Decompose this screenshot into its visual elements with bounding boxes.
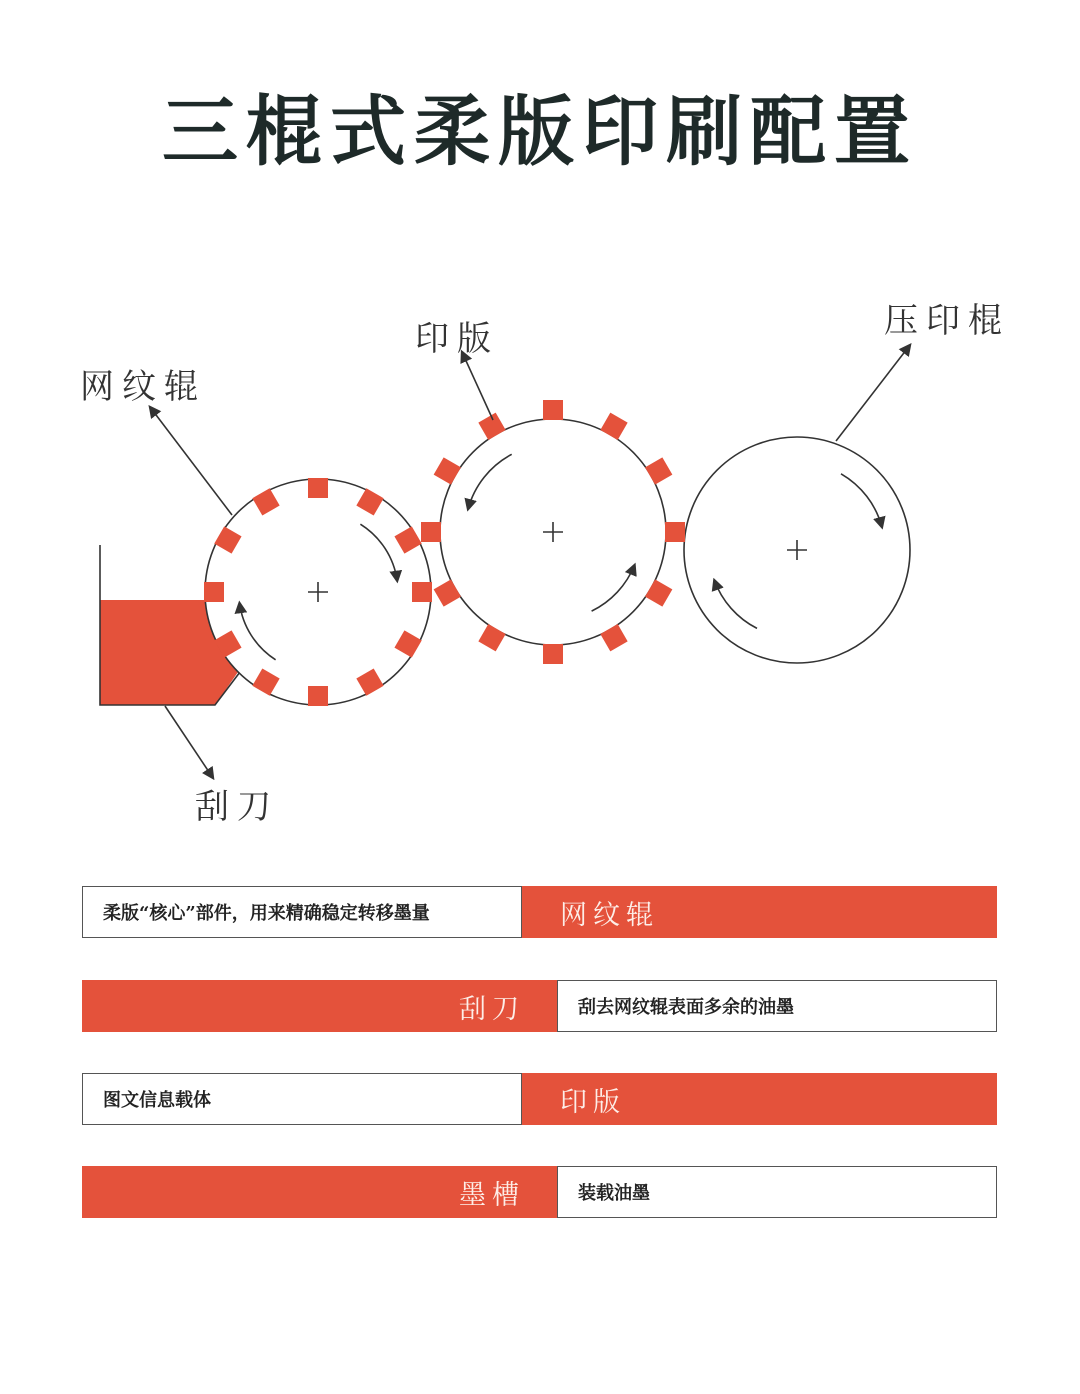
legend-desc: 图文信息载体: [82, 1073, 522, 1125]
plate-segment-square: [665, 522, 685, 542]
legend-name: 墨槽: [82, 1166, 557, 1218]
anilox-cell-square: [204, 582, 224, 602]
blade-label: 刮刀: [195, 787, 279, 827]
legend-desc: 装载油墨: [557, 1166, 997, 1218]
plate-segment-square: [543, 644, 563, 664]
plate-pointer-arrow: [462, 352, 493, 420]
impression-label: 压印棍: [884, 301, 1010, 341]
blade-pointer-arrow: [165, 706, 213, 778]
legend-row-blade: [82, 980, 997, 1032]
legend-row-ink-tray: [82, 1166, 997, 1218]
anilox-cell-square: [308, 686, 328, 706]
legend-desc: 柔版“核心”部件，用来精确稳定转移墨量: [82, 886, 522, 938]
plate-segment-square: [543, 400, 563, 420]
legend-row-anilox: [82, 886, 997, 938]
page-title: 三棍式柔版印刷配置: [162, 87, 918, 176]
anilox-cell-square: [308, 478, 328, 498]
legend-desc: 刮去网纹辊表面多余的油墨: [557, 980, 997, 1032]
legend-row-plate: [82, 1073, 997, 1125]
plate-segment-square: [421, 522, 441, 542]
impression-pointer-arrow: [836, 345, 910, 441]
plate-label: 印版: [415, 319, 499, 359]
legend-name: 网纹辊: [522, 886, 997, 938]
legend-name: 印版: [522, 1073, 997, 1125]
anilox-cell-square: [412, 582, 432, 602]
anilox-label: 网纹辊: [80, 367, 206, 407]
legend-name: 刮刀: [82, 980, 557, 1032]
anilox-pointer-arrow: [150, 407, 232, 515]
